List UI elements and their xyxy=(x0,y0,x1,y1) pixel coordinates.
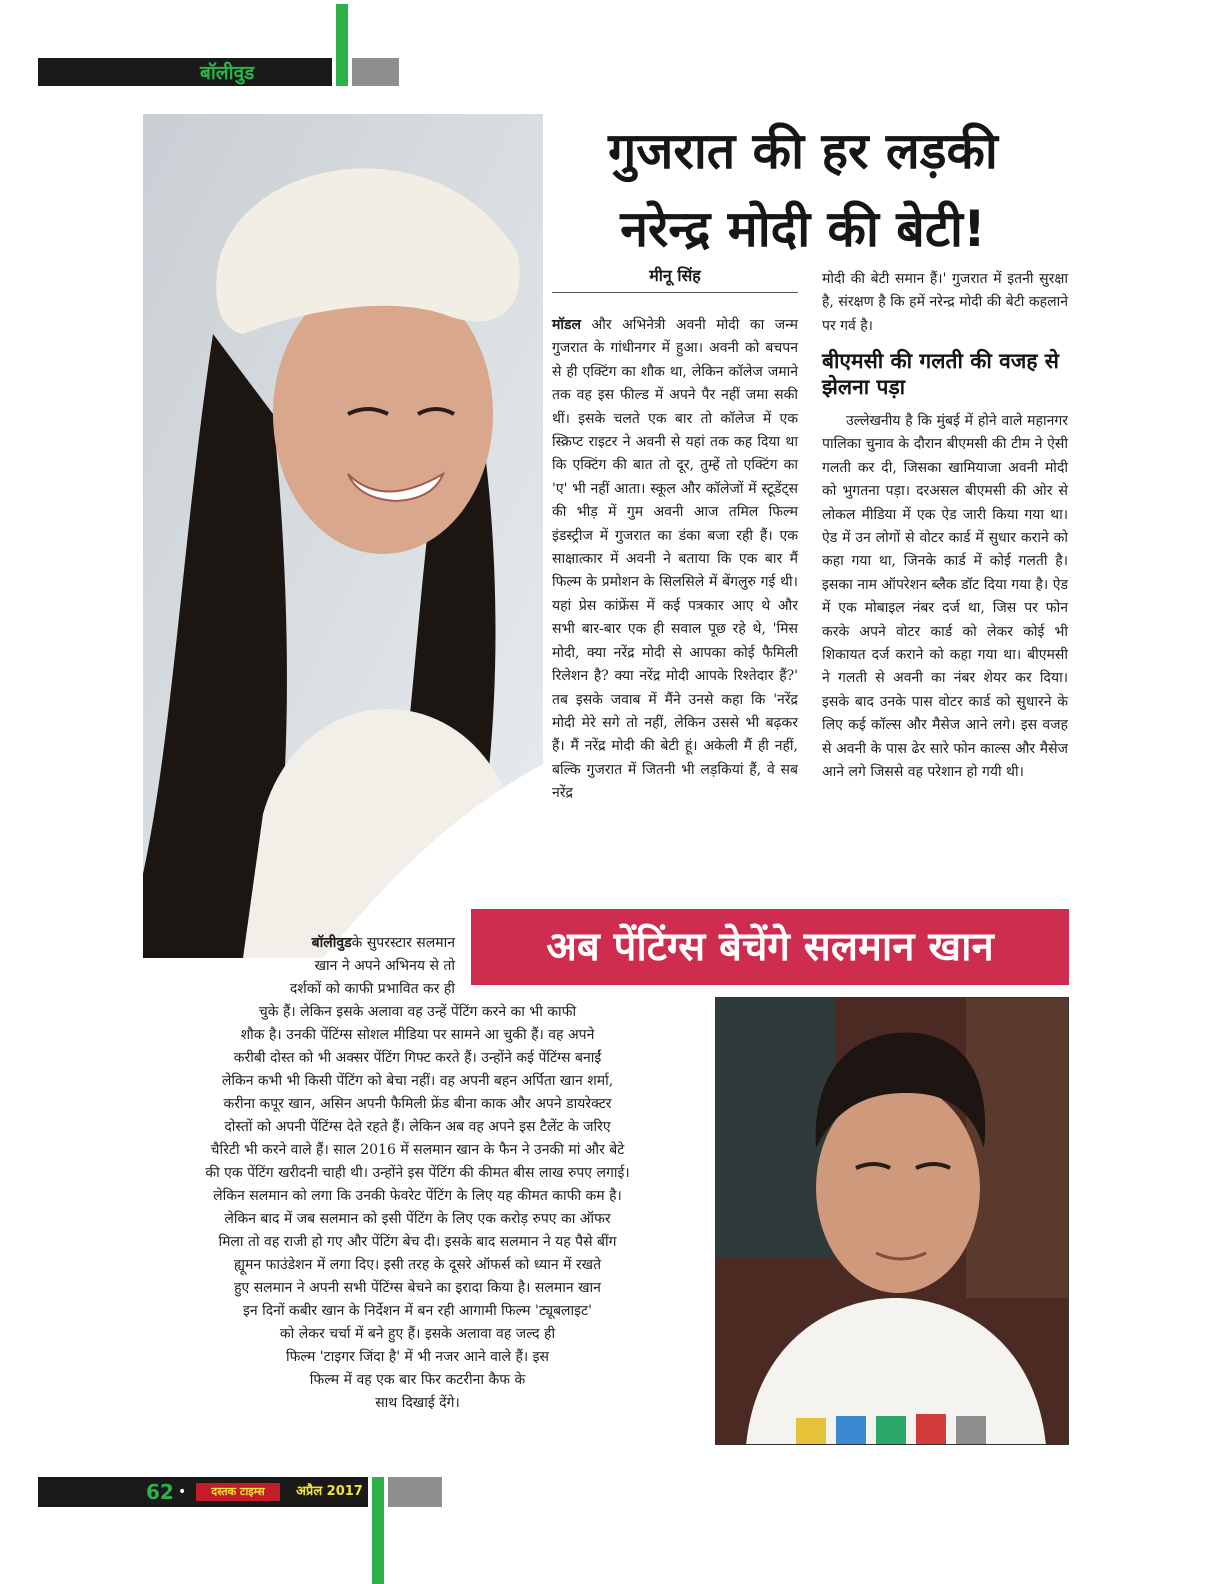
story2-line: खान ने अपने अभिनय से तो xyxy=(314,958,455,974)
byline: मीनू सिंह xyxy=(552,264,798,293)
story2-line: दोस्तों को अपनी पेंटिंग्स देते रहते हैं। लेकिन अब वह अपने इस टैलेंट के जरिए xyxy=(224,1119,611,1135)
story2-line: लेकिन सलमान को लगा कि उनकी फेवरेट पेंटिंग के लिए यह कीमत काफी कम है। xyxy=(213,1188,622,1204)
headline-line2: नरेन्द्र मोदी की बेटी! xyxy=(620,200,986,258)
story2-line: करीना कपूर खान, असिन अपनी फैमिली फ्रेंड बीना काक और अपने डायरेक्टर xyxy=(223,1096,612,1112)
story2-line: को लेकर चर्चा में बने हुए हैं। इसके अलावा वह जल्द ही xyxy=(279,1326,556,1342)
story2-line: साथ दिखाई देंगे। xyxy=(375,1395,460,1411)
story2-line: शौक है। उनकी पेंटिंग्स सोशल मीडिया पर सामने आ चुकी हैं। वह अपने xyxy=(240,1027,595,1043)
story2-line: चुके हैं। लेकिन इसके अलावा वह उन्हें पेंटिंग करने का भी काफी xyxy=(258,1004,577,1020)
story2-line: ह्यूमन फाउंडेशन में लगा दिए। इसी तरह के दूसरे ऑफर्स को ध्यान में रखते xyxy=(233,1257,602,1273)
footer-bullet: • xyxy=(178,1484,187,1500)
actress-photo xyxy=(143,114,543,958)
story2-body xyxy=(140,932,695,1415)
story2-line: करीबी दोस्त को भी अक्सर पेंटिंग गिफ्ट करते हैं। उन्होंने कई पेंटिंग्स बनाईं xyxy=(233,1050,602,1066)
header-gray-block xyxy=(352,58,399,86)
story2-line: चैरिटी भी करने वाले हैं। साल 2016 में सलमान खान के फैन ने उनकी मां और बेटे xyxy=(210,1142,625,1158)
footer-green-stripe xyxy=(372,1477,384,1584)
actor-photo xyxy=(715,997,1069,1445)
section-label: बॉलीवुड xyxy=(200,62,255,84)
story1-lead-word: मॉडल xyxy=(552,317,581,333)
footer-gray-block xyxy=(388,1477,442,1507)
story1-column2-bottom: उल्लेखनीय है कि मुंबई में होने वाले महानगर पालिका चुनाव के दौरान बीएमसी की टीम ने ऐसी गलती कर दी, जिसका खामियाजा अवनी मोदी को भुगतना पड़ा। दरअसल बीएमसी की ओर से लोकल मीडिया में एक ऐड जारी किया गया था। ऐड में उन लोगों से वोटर कार्ड में सुधार कराने को कहा गया था, जिनके कार्ड में कोई गलती है। इसका नाम ऑपरेशन ब्लैक डॉट दिया गया है। ऐड में एक मोबाइल नंबर दर्ज था, जिस पर फोन करके अपने वोटर कार्ड को लेकर कोई भी शिकायत दर्ज कराने को कहा गया था। बीएमसी ने गलती से अवनी का नंबर शेयर कर दिया। इसके बाद उनके पास वोटर कार्ड को सुधारने के लिए कई कॉल्स और मैसेज आने लगे। इस वजह से अवनी के पास ढेर सारे फोन काल्स और मैसेज आने लगे जिससे वह परेशान हो गयी थी। xyxy=(822,413,1068,781)
story2-line: मिला तो वह राजी हो गए और पेंटिंग बेच दी। इसके बाद सलमान ने यह पैसे बींग xyxy=(218,1234,617,1250)
story2-line: लेकिन कभी भी किसी पेंटिंग को बेचा नहीं। वह अपनी बहन अर्पिता खान शर्मा, xyxy=(221,1073,614,1089)
story1-column1 xyxy=(552,314,798,806)
story2-line: दर्शकों को काफी प्रभावित कर ही xyxy=(289,981,455,997)
issue-date: अप्रैल 2017 xyxy=(296,1484,363,1499)
story2-lead-word: बॉलीवुड xyxy=(311,935,352,951)
story1-column2-top: मोदी की बेटी समान हैं।' गुजरात में इतनी सुरक्षा है, संरक्षण है कि हमें नरेन्द्र मोदी की बेटी कहलाने पर गर्व है। xyxy=(822,271,1068,334)
header-green-stripe xyxy=(336,4,348,86)
story2-line: लेकिन बाद में जब सलमान को इसी पेंटिंग के लिए एक करोड़ रुपए का ऑफर xyxy=(224,1211,611,1227)
story1-col1-text: और अभिनेत्री अवनी मोदी का जन्म गुजरात के गांधीनगर में हुआ। अवनी को बचपन से ही एक्टिंग का शौक था, लेकिन कॉलेज जमाने तक वह इस फील्ड में अपने पैर नहीं जमा सकी थीं। इसके चलते एक बार तो कॉलेज में एक स्क्रिप्ट राइटर ने अवनी से यहां तक कह दिया था कि एक्टिंग की बात तो दूर, तुम्हें तो एक्टिंग का 'ए' भी नहीं आता। स्कूल और कॉलेजों में स्टूडेंट्स की भीड़ में गुम अवनी आज तमिल फिल्म इंडस्ट्रीज में गुजरात का डंका बजा रही हैं। एक साक्षात्कार में अवनी ने बताया कि एक बार मैं फिल्म के प्रमोशन के सिलसिले में बेंगलुरु गई थी। यहां प्रेस कांफ्रेंस में कई पत्रकार आए थे और सभी बार-बार एक ही सवाल पूछ रहे थे, 'मिस मोदी, क्या नरेंद्र मोदी से आपका कोई फैमिली रिलेशन है? क्या नरेंद्र मोदी आपके रिश्तेदार हैं?' तब इसके जवाब में मैंने उनसे कहा कि 'नरेंद्र मोदी मेरे सगे तो नहीं, लेकिन उससे भी बढ़कर हैं। मैं नरेंद्र मोदी की बेटी हूं। अकेली मैं ही नहीं, बल्कि गुजरात में जितनी भी लड़कियां हैं, वे सब नरेंद्र xyxy=(552,317,798,802)
headline-story1 xyxy=(548,112,1058,268)
story2-line: फिल्म में वह एक बार फिर कटरीना कैफ के xyxy=(309,1372,526,1388)
header-bar xyxy=(38,58,332,86)
story2-line: हुए सलमान ने अपनी सभी पेंटिंग्स बेचने का इरादा किया है। सलमान खान xyxy=(234,1280,601,1296)
story1-subheading: बीएमसी की गलती की वजह से झेलना पड़ा xyxy=(822,349,1059,399)
story2-line: फिल्म 'टाइगर जिंदा है' में भी नजर आने वाले हैं। इस xyxy=(285,1349,550,1365)
headline-line1: गुजरात की हर लड़की xyxy=(608,122,998,180)
story2-line: बॉलीवुडके सुपरस्टार सलमान xyxy=(311,935,455,951)
publication-logo: दस्तक टाइम्स xyxy=(196,1483,280,1501)
page-number: 62 xyxy=(146,1480,174,1504)
story2-line: इन दिनों कबीर खान के निर्देशन में बन रही आगामी फिल्म 'ट्यूबलाइट' xyxy=(243,1303,592,1319)
headline-story2: अब पेंटिंग्स बेचेंगे सलमान खान xyxy=(471,909,1069,985)
story2-line: की एक पेंटिंग खरीदनी चाही थी। उन्होंने इस पेंटिंग की कीमत बीस लाख रुपए लगाई। xyxy=(205,1165,630,1181)
